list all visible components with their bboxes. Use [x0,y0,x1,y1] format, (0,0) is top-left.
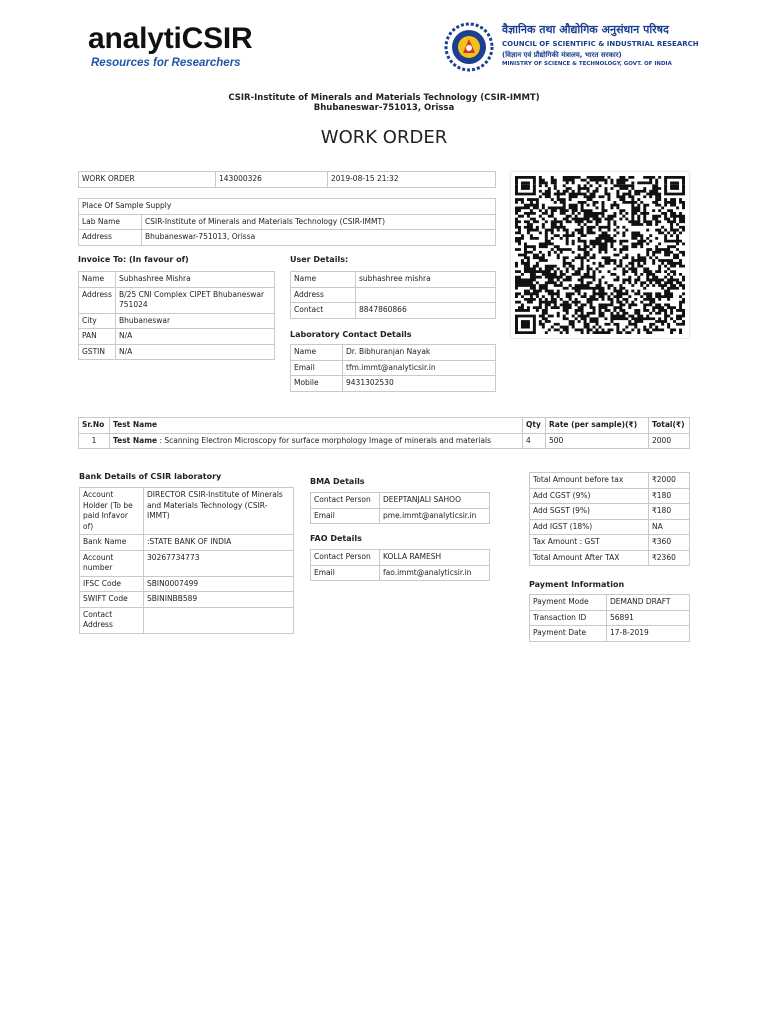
totals-value: ₹2360 [649,550,690,566]
bank-value [144,607,294,633]
payment-label: Transaction ID [530,610,607,626]
bank-value: DIRECTOR CSIR-Institute of Minerals and Materials Technology (CSIR-IMMT) [144,488,294,535]
fao-value: fao.immt@analyticsir.in [380,565,490,581]
qr-code-modules [515,176,685,334]
tests-table [78,417,690,449]
payment-info-title: Payment Information [529,580,625,589]
column-header: Test Name [110,418,523,434]
table-row [291,272,496,288]
bank-value: :STATE BANK OF INDIA [144,535,294,551]
table-row [79,433,690,449]
table-row [291,360,496,376]
user-value [356,287,496,303]
lab-contact-label: Name [291,345,343,361]
bma-details-title: BMA Details [310,477,365,486]
user-value: 8847860866 [356,303,496,319]
institute-address: Bhubaneswar-751013, Orissa [313,103,455,113]
work-order-number: 143000326 [216,172,328,188]
invoice-label: PAN [79,329,116,345]
bank-label: Bank Name [80,535,144,551]
brand-tagline: Resources for Researchers [91,57,241,69]
work-order-datetime: 2019-08-15 21:32 [328,172,496,188]
invoice-value: B/25 CNI Complex CIPET Bhubaneswar 751024 [116,287,275,313]
invoice-value: Subhashree Mishra [116,272,275,288]
bma-value: DEEPTANJALI SAHOO [380,493,490,509]
test-sr-no: 1 [79,433,110,449]
column-header: Sr.No [79,418,110,434]
csir-ministry-hindi: (विज्ञान एवं प्रौद्योगिकी मंत्रालय, भारत सरकार) [502,51,622,59]
totals-label: Tax Amount : GST [530,535,649,551]
totals-label: Add IGST (18%) [530,519,649,535]
table-row [79,329,275,345]
column-header: Qty [523,418,546,434]
table-row [530,504,690,520]
table-row [530,473,690,489]
work-order-table [78,171,496,188]
fao-value: KOLLA RAMESH [380,550,490,566]
bank-label: Account number [80,550,144,576]
csir-name-english: COUNCIL OF SCIENTIFIC & INDUSTRIAL RESEARCH [502,40,699,48]
payment-info-table [529,594,690,642]
fao-details-table [310,549,490,581]
institute-name: CSIR-Institute of Minerals and Materials Technology (CSIR-IMMT) [228,93,540,103]
csir-emblem-icon [444,22,494,72]
invoice-title: Invoice To: (In favour of) [78,255,189,264]
lab-name-value: CSIR-Institute of Minerals and Materials Technology (CSIR-IMMT) [142,214,496,230]
csir-ministry-english: MINISTRY OF SCIENCE & TECHNOLOGY, GOVT. OF INDIA [502,61,672,67]
payment-value: 56891 [607,610,690,626]
totals-value: NA [649,519,690,535]
totals-value: ₹360 [649,535,690,551]
lab-contact-title: Laboratory Contact Details [290,330,412,339]
table-row [530,626,690,642]
supply-table [78,198,496,246]
invoice-label: City [79,313,116,329]
table-row [79,287,275,313]
bank-label: SWIFT Code [80,592,144,608]
test-name-label: Test Name [113,435,158,445]
invoice-table [78,271,275,360]
user-details-title: User Details: [290,255,349,264]
payment-label: Payment Date [530,626,607,642]
test-qty: 4 [523,433,546,449]
test-name-cell [110,433,523,449]
totals-label: Add CGST (9%) [530,488,649,504]
invoice-label: Name [79,272,116,288]
table-row [311,508,490,524]
table-row [530,535,690,551]
lab-contact-label: Email [291,360,343,376]
payment-value: 17-8-2019 [607,626,690,642]
table-row [291,345,496,361]
lab-contact-value: 9431302530 [343,376,496,392]
invoice-value: Bhubaneswar [116,313,275,329]
table-row [80,488,294,535]
totals-label: Add SGST (9%) [530,504,649,520]
supply-address-value: Bhubaneswar-751013, Orissa [142,230,496,246]
brand-logo: analytiCSIR [88,22,253,55]
totals-value: ₹180 [649,504,690,520]
table-row [311,550,490,566]
table-row [80,592,294,608]
lab-contact-value: Dr. Bibhuranjan Nayak [343,345,496,361]
table-row [291,303,496,319]
test-rate: 500 [546,433,649,449]
table-row [79,272,275,288]
work-order-label: WORK ORDER [79,172,216,188]
invoice-label: GSTIN [79,344,116,360]
table-row [530,550,690,566]
supply-heading: Place Of Sample Supply [79,199,496,215]
bma-value: pme.immt@analyticsir.in [380,508,490,524]
table-row [311,493,490,509]
table-row [80,576,294,592]
invoice-value: N/A [116,329,275,345]
bank-value: SBININBB589 [144,592,294,608]
fao-label: Email [311,565,380,581]
bank-details-title: Bank Details of CSIR laboratory [79,472,222,481]
column-header: Total(₹) [649,418,690,434]
lab-contact-label: Mobile [291,376,343,392]
table-row [79,313,275,329]
fao-label: Contact Person [311,550,380,566]
table-row [530,488,690,504]
test-name-value: : Scanning Electron Microscopy for surface morphology Image of minerals and materials [157,435,492,445]
fao-details-title: FAO Details [310,534,362,543]
bank-label: Contact Address [80,607,144,633]
lab-contact-value: tfm.immt@analyticsir.in [343,360,496,376]
qr-code [511,172,689,338]
bank-label: Account Holder (To be paid Infavor of) [80,488,144,535]
user-label: Contact [291,303,356,319]
bank-value: 30267734773 [144,550,294,576]
lab-name-label: Lab Name [79,214,142,230]
table-row [530,519,690,535]
totals-value: ₹180 [649,488,690,504]
lab-contact-table [290,344,496,392]
table-header-row [79,418,690,434]
bank-label: IFSC Code [80,576,144,592]
bank-value: SBIN0007499 [144,576,294,592]
payment-label: Payment Mode [530,595,607,611]
user-value: subhashree mishra [356,272,496,288]
bank-details-table [79,487,294,634]
user-label: Address [291,287,356,303]
bma-label: Email [311,508,380,524]
user-details-table [290,271,496,319]
totals-table [529,472,690,566]
user-label: Name [291,272,356,288]
table-row [291,376,496,392]
invoice-value: N/A [116,344,275,360]
bma-details-table [310,492,490,524]
table-row [530,595,690,611]
table-row [80,550,294,576]
invoice-label: Address [79,287,116,313]
totals-label: Total Amount After TAX [530,550,649,566]
test-total: 2000 [649,433,690,449]
csir-name-hindi: वैज्ञानिक तथा औद्योगिक अनुसंधान परिषद [502,23,669,36]
table-row [530,610,690,626]
column-header: Rate (per sample)(₹) [546,418,649,434]
table-row [79,344,275,360]
totals-value: ₹2000 [649,473,690,489]
table-row [80,607,294,633]
page-title: WORK ORDER [320,127,448,148]
table-row [80,535,294,551]
totals-label: Total Amount before tax [530,473,649,489]
table-row [311,565,490,581]
supply-address-label: Address [79,230,142,246]
payment-value: DEMAND DRAFT [607,595,690,611]
table-row [291,287,496,303]
bma-label: Contact Person [311,493,380,509]
